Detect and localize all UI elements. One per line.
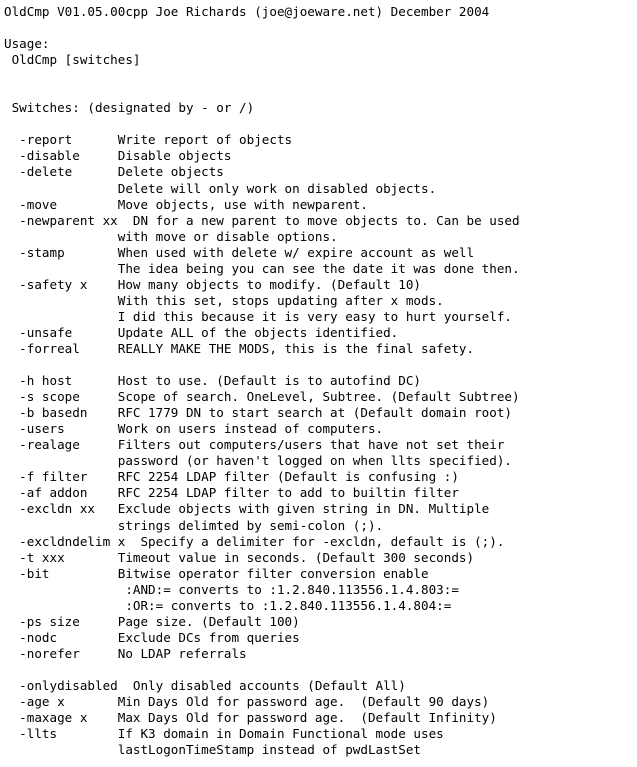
terminal-line: -forreal REALLY MAKE THE MODS, this is the final safety. — [4, 340, 475, 356]
terminal-line: -excldndelim x Specify a delimiter for -excldn, default is (;). — [4, 533, 505, 549]
terminal-line: -s scope Scope of search. OneLevel, Subtree. (Default Subtree) — [4, 389, 520, 405]
terminal-line — [4, 20, 637, 36]
terminal-line: -disable Disable objects — [4, 148, 232, 164]
terminal-line: With this set, stops updating after x mods. — [4, 292, 444, 308]
terminal-line — [4, 84, 637, 100]
terminal-line: strings delimted by semi-colon (;). — [4, 517, 384, 533]
terminal-line: -move Move objects, use with newparent. — [4, 196, 368, 212]
terminal-line: -users Work on users instead of computers. — [4, 421, 384, 437]
terminal-line: -safety x How many objects to modify. (Default 10) — [4, 276, 422, 292]
terminal-line: -t xxx Timeout value in seconds. (Default 300 seconds) — [4, 549, 475, 565]
terminal-line: -af addon RFC 2254 LDAP filter to add to builtin filter — [4, 485, 459, 501]
terminal-line: -b basedn RFC 1779 DN to start search at (Default domain root) — [4, 405, 512, 421]
terminal-line — [4, 662, 637, 678]
terminal-line — [4, 116, 637, 132]
terminal-line: Usage: — [4, 36, 50, 52]
terminal-line: -onlydisabled Only disabled accounts (Default All) — [4, 677, 406, 693]
terminal-line: -h host Host to use. (Default is to autofind DC) — [4, 373, 422, 389]
terminal-line: with move or disable options. — [4, 228, 338, 244]
terminal-line: -stamp When used with delete w/ expire account as well — [4, 244, 475, 260]
terminal-line: -delete Delete objects — [4, 164, 224, 180]
terminal-line: I did this because it is very easy to hurt yourself. — [4, 308, 512, 324]
terminal-line: The idea being you can see the date it was done then. — [4, 260, 520, 276]
terminal-line: -ps size Page size. (Default 100) — [4, 613, 300, 629]
terminal-line — [4, 68, 637, 84]
terminal-line: -age x Min Days Old for password age. (Default 90 days) — [4, 694, 490, 710]
terminal-line: -llts If K3 domain in Domain Functional mode uses — [4, 726, 444, 742]
terminal-line: :AND:= converts to :1.2.840.113556.1.4.803:= — [4, 581, 459, 597]
terminal-line: Switches: (designated by - or /) — [4, 100, 255, 116]
terminal-line: :OR:= converts to :1.2.840.113556.1.4.804:= — [4, 597, 452, 613]
terminal-line: -bit Bitwise operator filter conversion enable — [4, 565, 429, 581]
terminal-line: -newparent xx DN for a new parent to move objects to. Can be used — [4, 212, 520, 228]
terminal-line: OldCmp V01.05.00cpp Joe Richards (joe@joeware.net) December 2004 — [4, 4, 490, 19]
terminal-line: -excldn xx Exclude objects with given string in DN. Multiple — [4, 501, 490, 517]
terminal-line: -f filter RFC 2254 LDAP filter (Default is confusing :) — [4, 469, 459, 485]
terminal-line: password (or haven't logged on when llts specified). — [4, 453, 512, 469]
terminal-line: -nodc Exclude DCs from queries — [4, 629, 300, 645]
terminal-line: -norefer No LDAP referrals — [4, 645, 247, 661]
terminal-line: -unsafe Update ALL of the objects identified. — [4, 324, 399, 340]
terminal-line: -report Write report of objects — [4, 132, 293, 148]
terminal-line — [4, 357, 637, 373]
terminal-line: Delete will only work on disabled objects. — [4, 180, 437, 196]
terminal-line: -maxage x Max Days Old for password age. (Default Infinity) — [4, 710, 497, 726]
terminal-line: lastLogonTimeStamp instead of pwdLastSet — [4, 742, 422, 758]
terminal-line: OldCmp [switches] — [4, 52, 141, 68]
terminal-line: -realage Filters out computers/users that have not set their — [4, 437, 505, 453]
